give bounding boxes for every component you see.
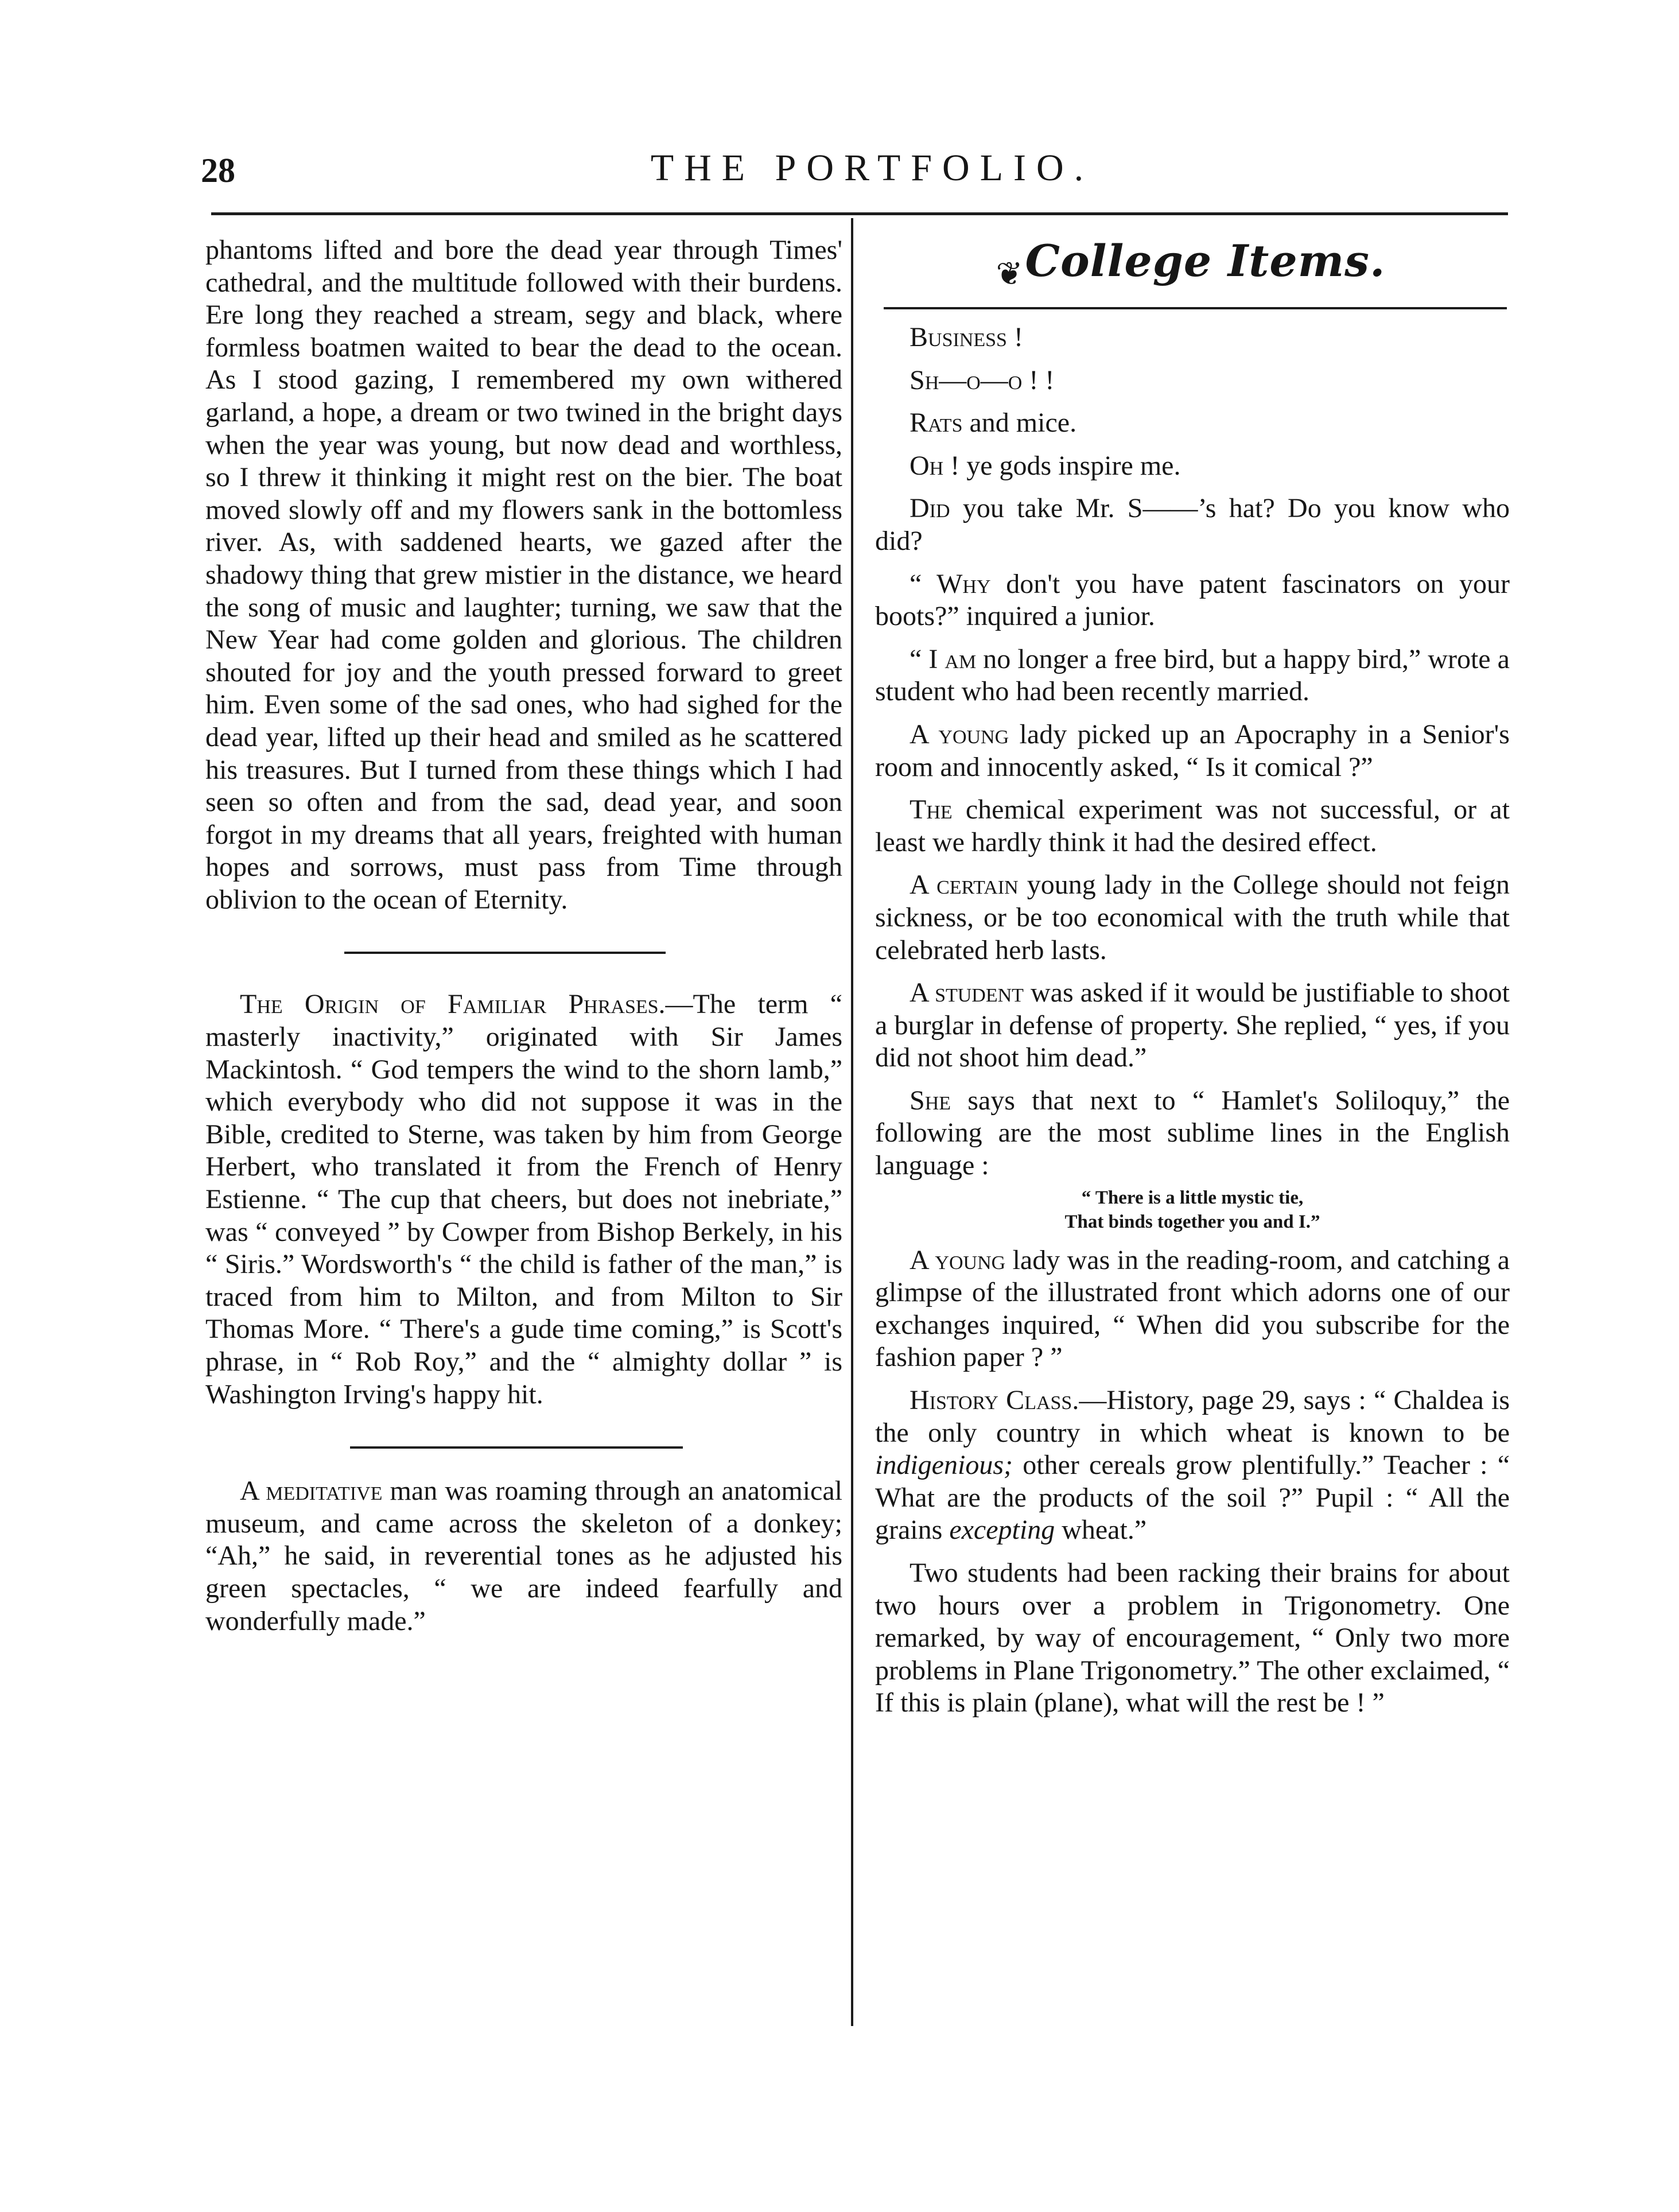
item-lead: Rats	[910, 408, 963, 438]
page-header	[201, 146, 1509, 204]
item-lead: A young	[910, 719, 1009, 750]
familiar-phrases-article	[205, 988, 842, 1411]
running-head: THE PORTFOLIO.	[650, 147, 1094, 189]
item-text: young lady in the College should not feign sickness, or be too economical with the truth while that celebrated herb lasts.	[875, 870, 1510, 965]
item-lead: A young	[910, 1244, 1006, 1275]
item-lead: “ Why	[910, 568, 991, 599]
meditative-man-item	[205, 1475, 842, 1637]
item-text: wheat.”	[1055, 1515, 1147, 1546]
college-item	[875, 450, 1510, 483]
item-lead: The	[910, 794, 953, 825]
item-text: was asked if it would be justifiable to shoot a burglar in defense of property. She replied, “ yes, if you did not shoot him dead.”	[875, 977, 1510, 1073]
meditative-lead: A meditative	[240, 1476, 383, 1507]
verse-line: That binds together you and I.”	[1064, 1211, 1320, 1232]
item-lead: She	[910, 1085, 951, 1116]
verse-line: “ There is a little mystic tie,	[1081, 1187, 1304, 1208]
item-lead: “ I am	[910, 643, 977, 674]
section-divider	[350, 1446, 683, 1449]
section-title-text: College Items.	[1025, 235, 1386, 286]
column-divider	[851, 218, 853, 2026]
item-text: lady was in the reading-room, and catching a glimpse of the illustrated front which adorns one of our exchanges inquired, “ When did you subscribe for the fashion paper ? ”	[875, 1244, 1510, 1373]
right-column	[875, 321, 1510, 1730]
item-text: and mice.	[962, 408, 1077, 438]
college-item	[875, 1244, 1510, 1374]
item-lead: History Class.	[910, 1385, 1079, 1416]
familiar-phrases-heading: The Origin of Familiar Phrases.	[240, 989, 666, 1020]
page-number: 28	[201, 152, 235, 189]
college-item	[875, 977, 1510, 1074]
section-title	[861, 235, 1521, 293]
history-class-item	[875, 1384, 1510, 1547]
left-column	[205, 234, 842, 1637]
meditative-body: man was roaming through an anatomical museum, and came across the skeleton of a donkey; “Ah,” he said, in reverential tones as he adjusted his green spectacles, “ we are indeed fearfully and wonderfully made.”	[205, 1476, 842, 1636]
college-item	[875, 794, 1510, 859]
college-item	[875, 407, 1510, 440]
familiar-phrases-body: —The term “ masterly inactivity,” originated with Sir James Mackintosh. “ God tempers the wind to the shorn lamb,” which everybody who did not suppose it was in the Bible, credited to Sterne, was taken by him from George Herbert, who translated it from the French of Henry Estienne. “ The cup that cheers, but does not inebriate,” was “ conveyed ” by Cowper from Bishop Berkely, in his “ Siris.” Wordsworth's “ the child is father of the man,” is traced from him to Milton, and from Milton to Sir Thomas More. “ There's a gude time coming,” is Scott's phrase, in “ Rob Roy,” and the “ almighty dollar ” is Washington Irving's happy hit.	[205, 989, 842, 1410]
item-lead: A student	[910, 977, 1024, 1008]
trigonometry-item: Two students had been racking their brains for about two hours over a problem in Trigonometry. One remarked, by way of encouragement, “ Only two more problems in Plane Trigonometry.” The other exclaimed, “ If this is plain (plane), what will the rest be ! ”	[875, 1558, 1510, 1718]
item-text: you take Mr. S——’s hat? Do you know who did?	[875, 493, 1510, 556]
item-text: no longer a free bird, but a happy bird,” wrote a student who had been recently married.	[875, 643, 1510, 707]
college-item	[875, 869, 1510, 967]
item-text: don't you have patent fascinators on your boots?” inquired a junior.	[875, 568, 1510, 632]
college-item	[875, 643, 1510, 708]
college-item	[875, 568, 1510, 633]
college-item	[875, 492, 1510, 557]
item-lead: Business	[910, 322, 1007, 352]
item-text: !	[1006, 322, 1023, 352]
section-divider	[344, 952, 666, 954]
title-rule	[884, 307, 1507, 309]
item-lead: Sh—o—o	[910, 364, 1023, 395]
ornament-icon: ❦	[996, 256, 1023, 292]
college-item	[875, 364, 1510, 397]
item-text: ! !	[1022, 364, 1055, 395]
item-text: lady picked up an Apocraphy in a Senior's room and innocently asked, “ Is it comical ?”	[875, 719, 1510, 782]
item-text: chemical experiment was not successful, or at least we hardly think it had the desired effect.	[875, 794, 1510, 857]
item-lead: Did	[910, 493, 950, 524]
item-italic: excepting	[949, 1515, 1055, 1546]
college-item	[875, 1085, 1510, 1182]
header-rule	[211, 212, 1508, 215]
item-text: ! ye gods inspire me.	[943, 450, 1181, 481]
item-lead: A certain	[910, 870, 1019, 901]
item-lead: Oh	[910, 450, 944, 481]
college-item	[875, 719, 1510, 783]
college-item	[875, 321, 1510, 354]
item-text: says that next to “ Hamlet's Soliloquy,” the following are the most sublime lines in the English language :	[875, 1085, 1510, 1181]
item-text: other cereals grow plentifully.” Teacher : “ What are the products of the soil ?” Pupil : “ All the grains	[875, 1450, 1510, 1546]
item-italic: indigenious;	[875, 1450, 1013, 1481]
story-continuation: phantoms lifted and bore the dead year through Times' cathedral, and the multitude followed with their burdens. Ere long they reached a stream, segy and black, where formless boatmen waited to bear the dead to the ocean. As I stood gazing, I remembered my own withered garland, a hope, a dream or two twined in the bright days when the year was young, but now dead and worthless, so I threw it thinking it might rest on the bier. The boat moved slowly off and my flowers sank in the bottomless river. As, with saddened hearts, we gazed after the shadowy thing that grew mistier in the distance, we heard the song of music and laughter; turning, we saw that the New Year had come golden and glorious. The children shouted for joy and the youth pressed forward to greet him. Even some of the sad ones, who had sighed for the dead year, lifted up their head and smiled as he scattered his treasures. But I turned from these things which I had seen so often and from the sad, dead year, and soon forgot in my dreams that all years, freighted with human hopes and sorrows, must pass from Time through oblivion to the ocean of Eternity.	[205, 235, 842, 915]
item-text: —History, page 29, says : “ Chaldea is the only country in which wheat is known to be	[875, 1385, 1510, 1448]
quoted-verse	[875, 1186, 1510, 1234]
